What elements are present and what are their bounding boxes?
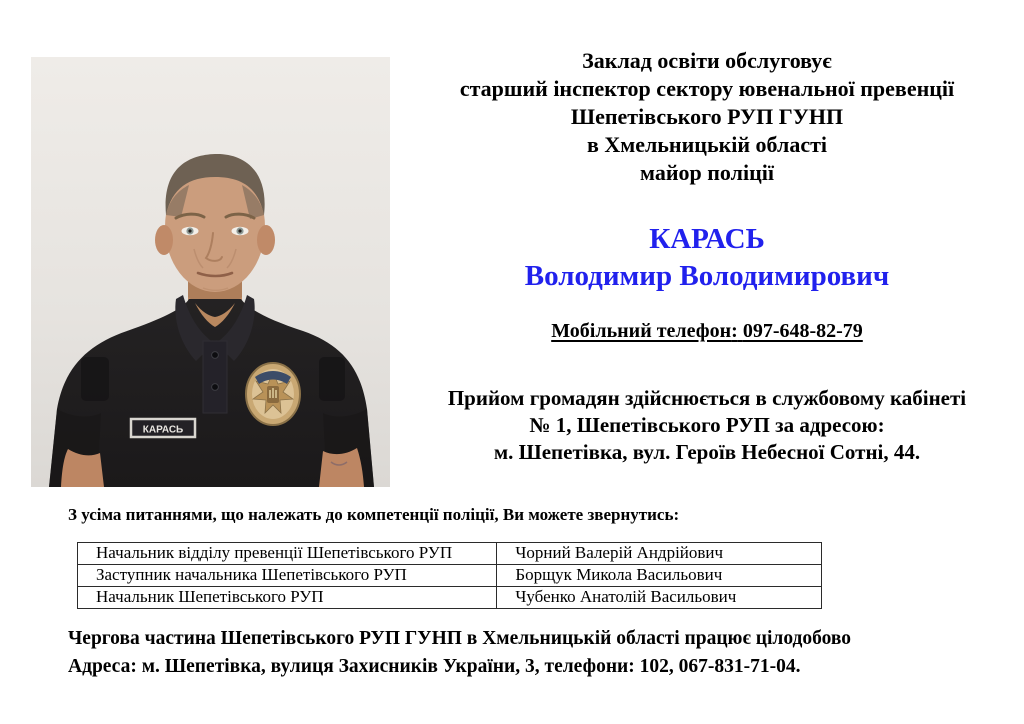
reception-info bbox=[390, 385, 1024, 466]
name-tag-label: КАРАСЬ bbox=[142, 424, 184, 436]
officer-name-block bbox=[390, 221, 1024, 295]
name-cell: Чорний Валерій Андрійович bbox=[497, 543, 822, 565]
table-row bbox=[78, 543, 822, 565]
table-row bbox=[78, 587, 822, 609]
reception-line: м. Шепетівка, вул. Героїв Небесної Сотні, 44. bbox=[493, 440, 921, 464]
header-line: Шепетівського РУП ГУНП bbox=[570, 104, 844, 129]
footer-line: Адреса: м. Шепетівка, вулиця Захисників України, 3, телефони: 102, 067-831-71-04. bbox=[68, 656, 801, 677]
header-line: в Хмельницькій області bbox=[586, 132, 828, 157]
contacts-intro: З усіма питаннями, що належать до компетенції поліції, Ви можете звернутись: bbox=[68, 505, 680, 524]
position-cell: Начальник Шепетівського РУП bbox=[78, 587, 497, 609]
reception-line: № 1, Шепетівського РУП за адресою: bbox=[529, 413, 885, 437]
table-row bbox=[78, 565, 822, 587]
officer-photo bbox=[31, 57, 390, 487]
right-column bbox=[390, 0, 1024, 500]
officer-portrait-illustration bbox=[31, 57, 390, 487]
position-cell: Заступник начальника Шепетівського РУП bbox=[78, 565, 497, 587]
header-line: старший інспектор сектору ювенальної превенції bbox=[459, 76, 955, 101]
name-cell: Чубенко Анатолій Васильович bbox=[497, 587, 822, 609]
footer-line: Чергова частина Шепетівського РУП ГУНП в Хмельницькій області працює цілодобово bbox=[68, 628, 852, 649]
phone-number: 097-648-82-79 bbox=[742, 320, 863, 342]
officer-surname: КАРАСЬ bbox=[649, 223, 765, 255]
phone-line bbox=[390, 320, 1024, 343]
footer bbox=[68, 625, 851, 681]
name-cell: Борщук Микола Васильович bbox=[497, 565, 822, 587]
contacts-table bbox=[77, 542, 822, 609]
position-cell: Начальник відділу превенції Шепетівського РУП bbox=[78, 543, 497, 565]
reception-line: Прийом громадян здійснюється в службовому кабінеті bbox=[447, 386, 967, 410]
header-block bbox=[390, 47, 1024, 187]
header-line: майор поліції bbox=[640, 160, 774, 185]
name-tag bbox=[131, 419, 195, 437]
phone-label: Мобільний телефон bbox=[551, 320, 732, 342]
officer-name-patronymic: Володимир Володимирович bbox=[524, 260, 890, 292]
police-badge-icon bbox=[246, 363, 300, 425]
header-line: Заклад освіти обслуговує bbox=[582, 48, 832, 73]
phone-separator: : bbox=[731, 320, 738, 342]
